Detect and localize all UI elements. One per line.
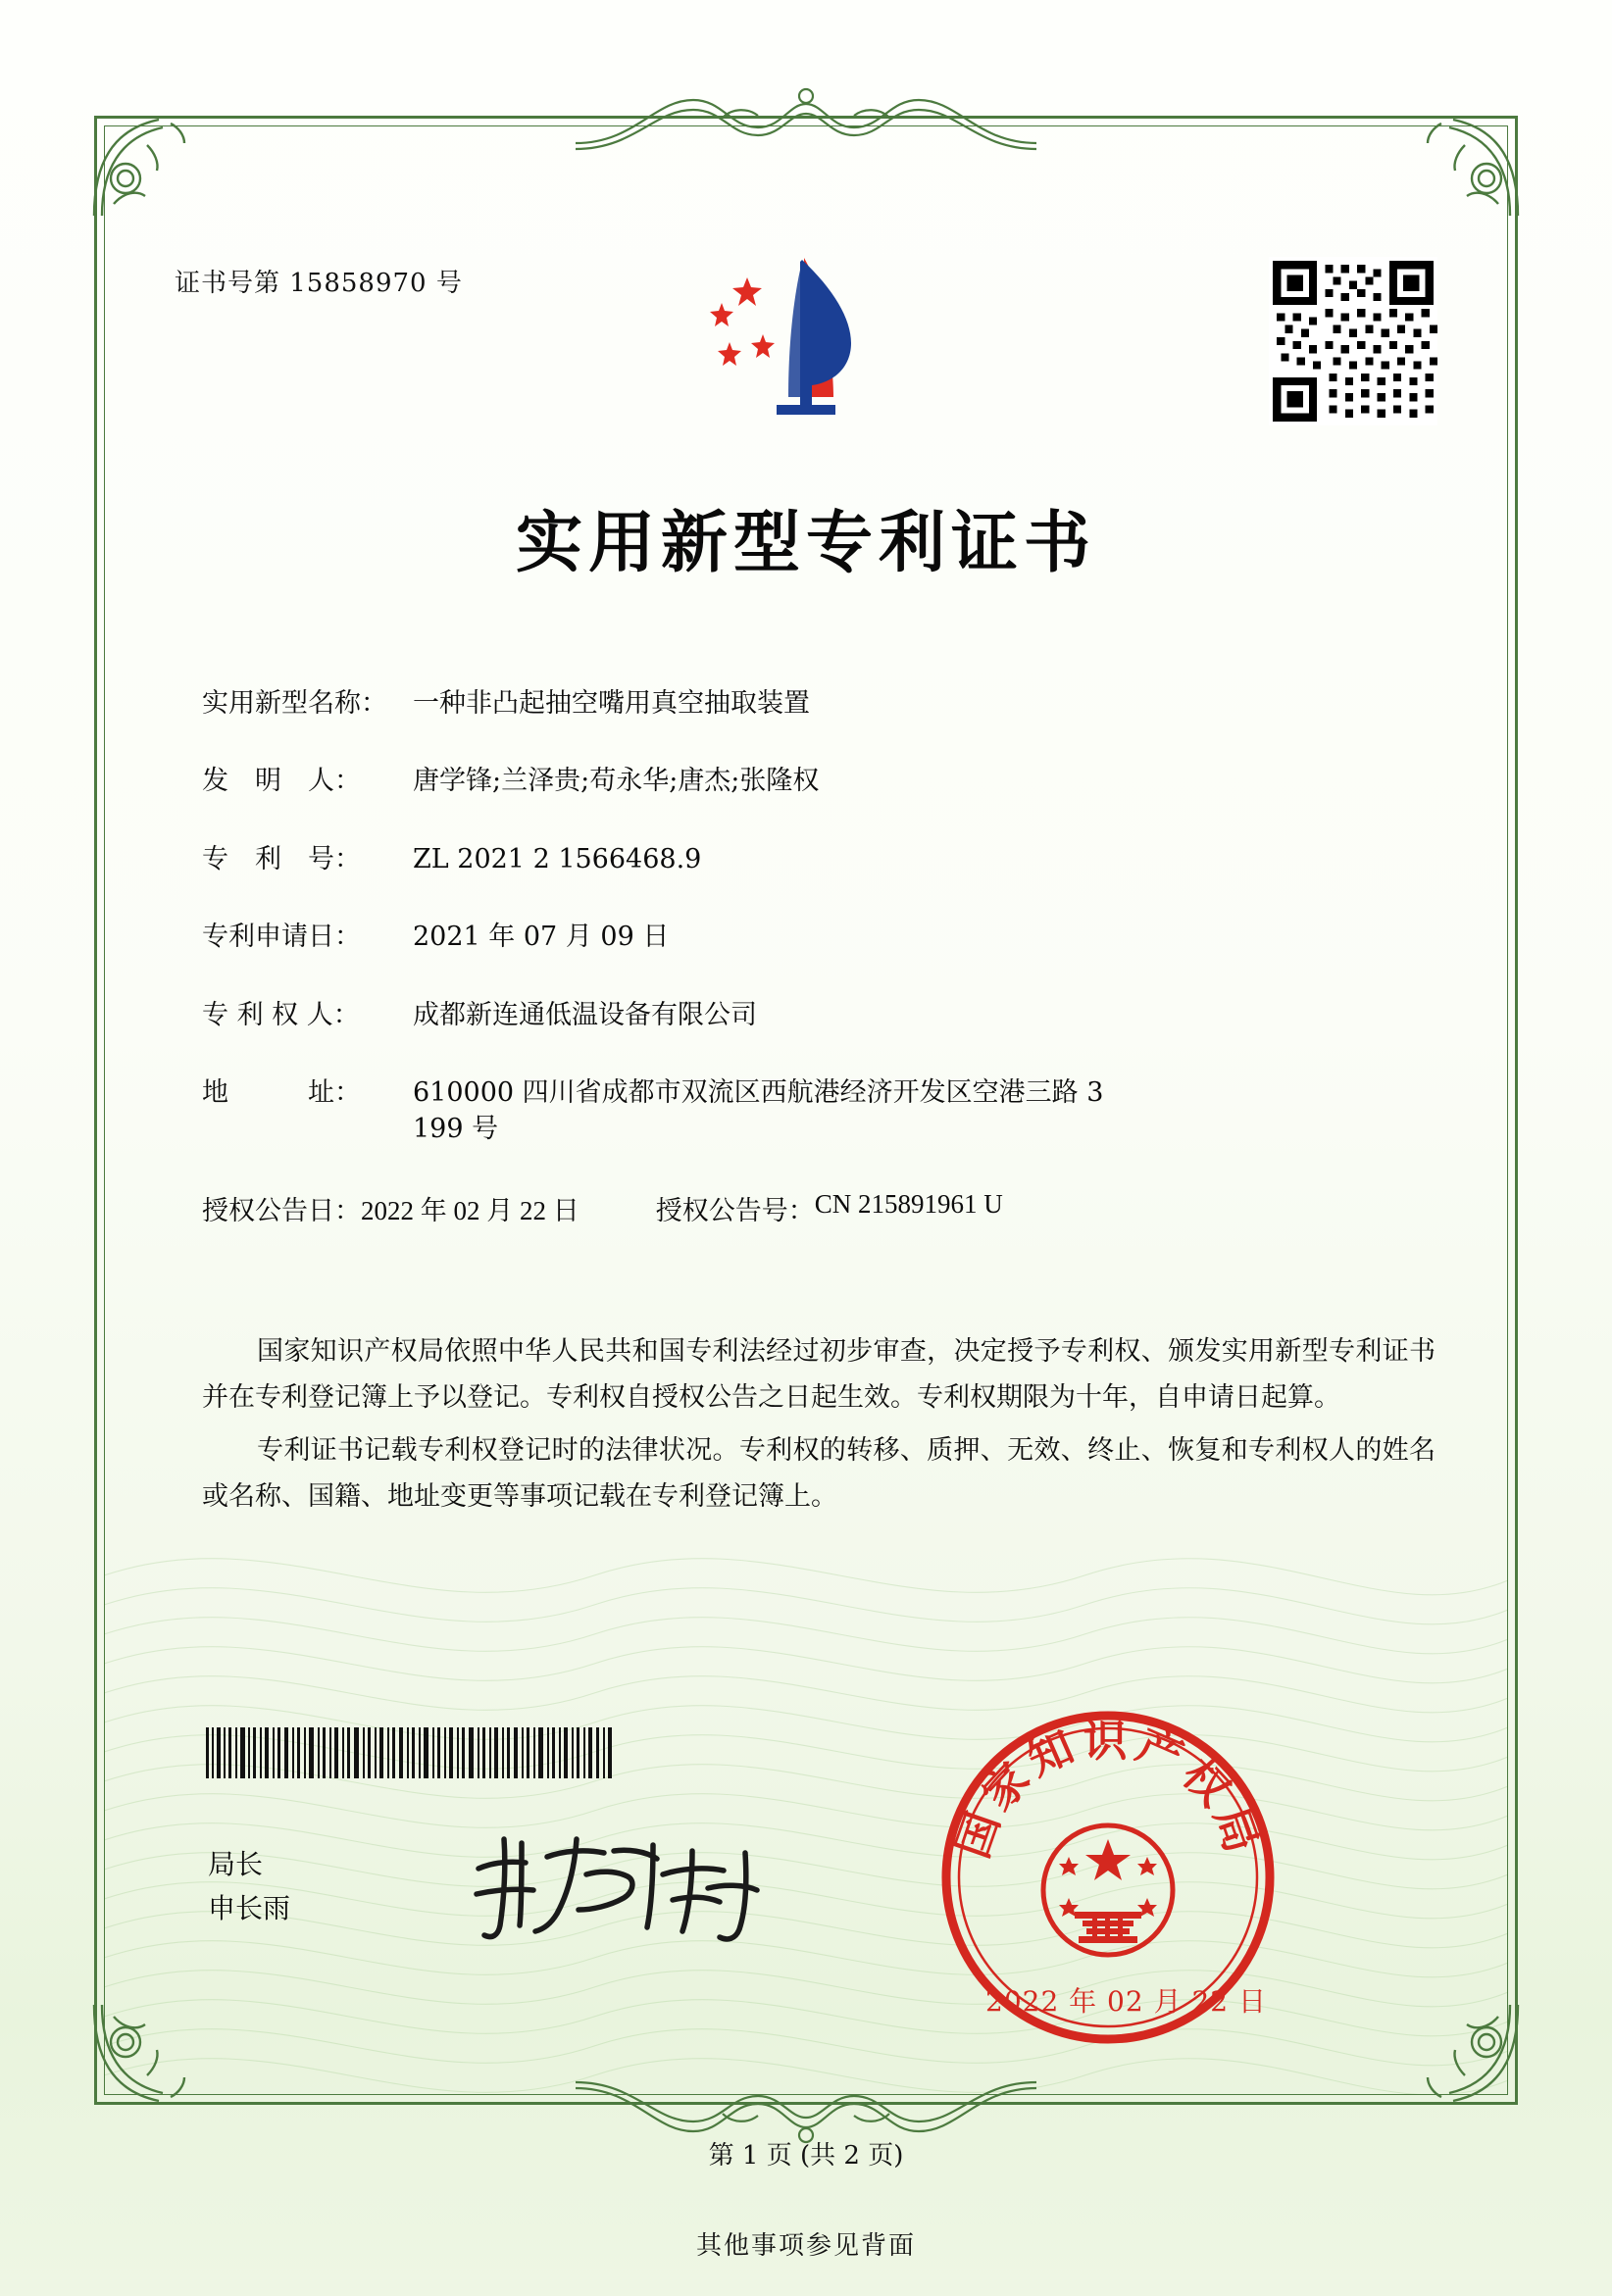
- grant-number-value: CN 215891961 U: [814, 1189, 1003, 1220]
- field-row-grant: [202, 1189, 1436, 1227]
- field-label: 专 利 权 人：: [202, 999, 360, 1030]
- handwritten-signature-icon: [461, 1823, 814, 1951]
- grant-date-value: 2022 年 02 月 22 日: [361, 1196, 579, 1226]
- field-label: 专利申请日：: [202, 922, 361, 953]
- back-side-note: 其他事项参见背面: [695, 2231, 916, 2261]
- certificate-number: 证书号第 15858970 号: [175, 269, 463, 298]
- field-row-patent-number: [202, 842, 1436, 877]
- legal-paragraph-1: 国家知识产权局依照中华人民共和国专利法经过初步审查，决定授予专利权、颁发实用新型专利证书并在专利登记簿上予以登记。专利权自授权公告之日起生效。专利权期限为十年，自申请日起算。: [202, 1336, 1436, 1414]
- legal-text-block: [202, 1328, 1436, 1525]
- corner-ornament-icon: [84, 106, 202, 224]
- field-row-address: [202, 1075, 1436, 1147]
- field-label: 地 址：: [202, 1077, 361, 1109]
- top-ornament-icon: [576, 82, 1036, 151]
- seal-ring-text: 国家知识产权局: [945, 1714, 1271, 1865]
- corner-ornament-icon: [1410, 1997, 1528, 2115]
- corner-ornament-icon: [84, 1997, 202, 2115]
- page-indicator: 第 1 页 (共 2 页): [708, 2141, 904, 2171]
- field-row-inventors: [202, 764, 1436, 799]
- field-value-wrapper: [413, 1075, 1436, 1147]
- field-value: 唐学锋;兰泽贵;苟永华;唐杰;张隆权: [413, 766, 820, 797]
- signature-block: [208, 1843, 290, 1931]
- field-row-application-date: [202, 920, 1436, 955]
- seal-date: 2022 年 02 月 22 日: [985, 1985, 1268, 2018]
- field-value: 610000 四川省成都市双流区西航港经济开发区空港三路 3: [413, 1077, 1104, 1109]
- grant-number-label: 授权公告号：: [655, 1196, 815, 1226]
- field-value: 成都新连通低温设备有限公司: [413, 999, 757, 1030]
- field-row-patentee: [202, 998, 1436, 1033]
- field-value-line2: 199 号: [413, 1113, 499, 1144]
- grant-date-label: 授权公告日：: [202, 1196, 361, 1226]
- field-label: 发 明 人：: [202, 766, 361, 797]
- field-row-name: [202, 686, 1436, 722]
- field-value: 2021 年 07 月 09 日: [413, 922, 670, 953]
- certificate-fields: [202, 686, 1436, 1257]
- field-value: ZL 2021 2 1566468.9: [413, 843, 702, 874]
- field-label: 专 利 号：: [202, 843, 361, 874]
- qr-code-icon: [1269, 257, 1437, 425]
- corner-ornament-icon: [1410, 106, 1528, 224]
- director-name: 申长雨: [208, 1891, 291, 1924]
- director-role-label: 局长: [208, 1848, 264, 1880]
- barcode-icon: [206, 1727, 618, 1778]
- cnipa-logo-icon: [686, 250, 902, 431]
- legal-paragraph-2: 专利证书记载专利权登记时的法律状况。专利权的转移、质押、无效、终止、恢复和专利权人的姓名或名称、国籍、地址变更等事项记载在专利登记簿上。: [202, 1434, 1436, 1512]
- field-value: 一种非凸起抽空嘴用真空抽取装置: [413, 688, 810, 719]
- field-label: 实用新型名称：: [202, 688, 387, 719]
- page-title: 实用新型专利证书: [515, 504, 1096, 582]
